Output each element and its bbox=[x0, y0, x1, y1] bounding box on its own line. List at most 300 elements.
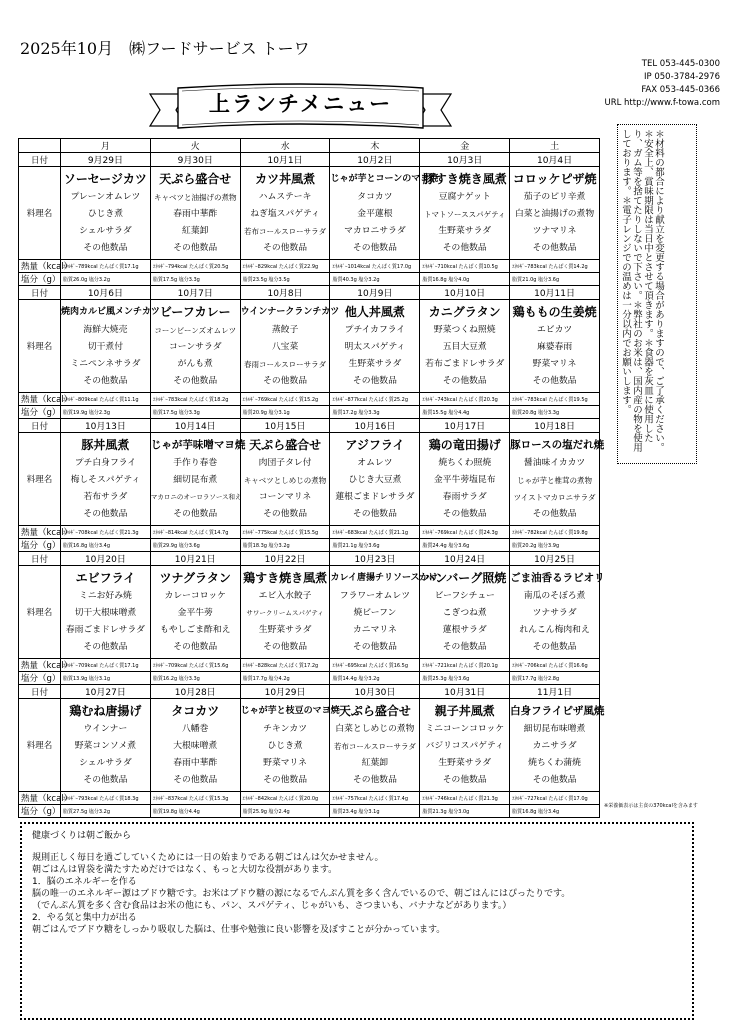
main-dish: 天ぷら盛合せ bbox=[249, 437, 322, 452]
date-cell: 10月18日 bbox=[510, 419, 600, 433]
main-dish: タコカツ bbox=[171, 703, 220, 718]
menu-cell bbox=[420, 167, 510, 260]
side-dish: その他数品 bbox=[173, 641, 218, 652]
side-dish: ねぎ塩スパゲティ bbox=[250, 208, 320, 219]
side-dish: エビ入水餃子 bbox=[258, 590, 312, 601]
side-dish: コーンマリネ bbox=[258, 491, 312, 502]
energy-cell: ｴﾈﾙｷﾞｰ828kcal たんぱく質17.2g bbox=[240, 659, 330, 672]
side-dish: キャベツとしめじの煮物 bbox=[243, 475, 327, 485]
nutrition-note: ※栄養価表示は主食の370kcalを含みます bbox=[604, 803, 698, 809]
main-dish: 焼肉カルビ風メンチカツ bbox=[61, 306, 160, 317]
side-dish: その他数品 bbox=[352, 242, 397, 253]
main-dish: じゃが芋と枝豆のマヨ焼 bbox=[240, 705, 340, 716]
salt-cell: 脂質18.3g 塩分3.2g bbox=[240, 539, 330, 552]
menu-cell bbox=[510, 167, 600, 260]
date-cell: 10月29日 bbox=[240, 685, 330, 699]
side-dish: その他数品 bbox=[173, 242, 218, 253]
date-cell: 10月4日 bbox=[510, 153, 600, 167]
date-cell: 9月29日 bbox=[61, 153, 151, 167]
date-row bbox=[19, 552, 600, 566]
side-dish: カニサラダ bbox=[532, 740, 577, 751]
salt-cell: 脂質17.7g 塩分4.2g bbox=[240, 672, 330, 685]
side-dish: マカロニのオーロラソース和え bbox=[150, 492, 242, 501]
energy-cell: ｴﾈﾙｷﾞｰ721kcal たんぱく質20.1g bbox=[420, 659, 510, 672]
menu-cell bbox=[420, 699, 510, 792]
side-dish: ひじき煮 bbox=[267, 740, 303, 751]
side-dish: その他数品 bbox=[83, 242, 128, 253]
side-dish: その他数品 bbox=[352, 641, 397, 652]
side-dish: その他数品 bbox=[532, 774, 577, 785]
energy-cell: ｴﾈﾙｷﾞｰ710kcal たんぱく質10.5g bbox=[420, 260, 510, 273]
main-dish: ツナグラタン bbox=[159, 570, 231, 585]
side-dish: その他数品 bbox=[442, 375, 487, 386]
salt-cell: 脂質27.5g 塩分3.2g bbox=[61, 805, 151, 818]
side-dish: 生野菜サラダ bbox=[438, 225, 492, 236]
weekday-header: 水 bbox=[240, 139, 330, 153]
side-dish: その他数品 bbox=[263, 508, 308, 519]
date-cell: 10月30日 bbox=[330, 685, 420, 699]
side-dish: その他数品 bbox=[442, 641, 487, 652]
salt-cell: 脂質14.4g 塩分3.2g bbox=[330, 672, 420, 685]
banner-title: 上ランチメニュー bbox=[208, 92, 393, 116]
side-dish: オムレツ bbox=[357, 457, 393, 468]
date-cell: 10月21日 bbox=[150, 552, 240, 566]
energy-cell: ｴﾈﾙｷﾞｰ829kcal たんぱく質22.9g bbox=[240, 260, 330, 273]
energy-label: 熱量（kcal） bbox=[19, 393, 61, 406]
salt-label: 塩分（g） bbox=[19, 539, 61, 552]
menu-cell bbox=[330, 566, 438, 659]
energy-cell: ｴﾈﾙｷﾞｰ783kcal たんぱく質18.2g bbox=[150, 393, 240, 406]
date-cell: 10月20日 bbox=[61, 552, 151, 566]
side-dish: 海鮮大焼売 bbox=[83, 324, 128, 335]
salt-cell: 脂質40.3g 塩分3.2g bbox=[330, 273, 420, 286]
salt-label: 塩分（g） bbox=[19, 805, 61, 818]
menu-row bbox=[19, 167, 600, 260]
article-line: 2．やる気と集中力が出る bbox=[32, 913, 137, 923]
menu-label: 料理名 bbox=[19, 566, 61, 659]
salt-cell: 脂質25.3g 塩分3.6g bbox=[420, 672, 510, 685]
date-row bbox=[19, 685, 600, 699]
side-dish: こぎつね煮 bbox=[442, 607, 487, 618]
date-cell: 10月10日 bbox=[420, 286, 510, 300]
energy-label: 熱量（kcal） bbox=[19, 792, 61, 805]
side-dish: タコカツ bbox=[357, 191, 393, 202]
side-dish: 若布サラダ bbox=[83, 491, 128, 502]
menu-table bbox=[18, 138, 605, 818]
side-dish: 豆腐ナゲット bbox=[438, 191, 491, 202]
date-cell: 10月16日 bbox=[330, 419, 420, 433]
date-cell: 10月11日 bbox=[510, 286, 600, 300]
main-dish: カツ丼風煮 bbox=[255, 171, 316, 186]
side-dish: 醤油味イカカツ bbox=[523, 457, 586, 468]
menu-cell bbox=[420, 300, 510, 393]
contact-fax: FAX 053-445-0366 bbox=[641, 85, 720, 95]
menu-cell bbox=[240, 300, 340, 393]
menu-label: 料理名 bbox=[19, 699, 61, 792]
energy-row bbox=[19, 393, 600, 406]
side-dish: 紅葉卸 bbox=[182, 225, 209, 236]
side-dish: コーンビーンズオムレツ bbox=[154, 325, 237, 335]
side-dish: 焼ビーフン bbox=[353, 607, 397, 618]
side-dish: 若布ごまドレサラダ bbox=[425, 358, 505, 369]
energy-cell: ｴﾈﾙｷﾞｰ782kcal たんぱく質19.8g bbox=[510, 526, 600, 539]
side-dish: 春雨ごまドレサラダ bbox=[65, 624, 145, 635]
side-dish: 野菜つくね照焼 bbox=[433, 324, 496, 335]
date-row bbox=[19, 153, 600, 167]
menu-cell bbox=[240, 167, 330, 260]
salt-label: 塩分（g） bbox=[19, 273, 61, 286]
date-cell: 10月3日 bbox=[420, 153, 510, 167]
health-article bbox=[20, 822, 694, 1020]
menu-cell bbox=[330, 433, 420, 526]
article-line: 朝ごはんは胃袋を満たすためだけではなく、もっと大切な役割があります。 bbox=[32, 865, 338, 875]
main-dish: 天ぷら盛合せ bbox=[338, 703, 411, 718]
main-dish: 鶏ももの生姜焼 bbox=[512, 304, 597, 319]
menu-cell bbox=[510, 566, 605, 659]
energy-label: 熱量（kcal） bbox=[19, 526, 61, 539]
side-dish: その他数品 bbox=[532, 375, 577, 386]
side-dish: 切干大根味噌煮 bbox=[74, 607, 137, 618]
salt-row bbox=[19, 273, 600, 286]
side-dish: 金平牛蒡塩昆布 bbox=[433, 474, 496, 485]
side-dish: 若布コールスローサラダ bbox=[333, 741, 416, 751]
menu-row bbox=[19, 300, 600, 393]
salt-cell: 脂質24.4g 塩分3.6g bbox=[420, 539, 510, 552]
side-dish: キャベツと油揚げの煮物 bbox=[153, 192, 237, 202]
side-dish: 春雨コールスローサラダ bbox=[244, 359, 327, 369]
energy-cell: ｴﾈﾙｷﾞｰ769kcal たんぱく質24.3g bbox=[420, 526, 510, 539]
side-dish: ひじき大豆煮 bbox=[348, 474, 402, 485]
side-dish: その他数品 bbox=[352, 774, 397, 785]
weekday-header-row bbox=[19, 139, 600, 153]
salt-cell: 脂質20.9g 塩分3.1g bbox=[240, 406, 330, 419]
main-dish: 豚ロースの塩だれ焼 bbox=[510, 438, 605, 451]
main-dish: ハンバーグ照焼 bbox=[423, 570, 507, 585]
salt-cell: 脂質16.2g 塩分3.3g bbox=[150, 672, 240, 685]
date-cell: 10月22日 bbox=[240, 552, 330, 566]
side-dish: フラワーオムレツ bbox=[339, 590, 410, 601]
side-dish: その他数品 bbox=[352, 508, 397, 519]
menu-cell bbox=[61, 167, 151, 260]
energy-row bbox=[19, 659, 600, 672]
menu-row bbox=[19, 433, 600, 526]
side-dish: カニマリネ bbox=[352, 624, 397, 635]
salt-cell: 脂質25.9g 塩分2.4g bbox=[240, 805, 330, 818]
date-cell: 10月9日 bbox=[330, 286, 420, 300]
date-cell: 9月30日 bbox=[150, 153, 240, 167]
side-dish: コーンサラダ bbox=[168, 341, 222, 352]
salt-cell: 脂質21.3g 塩分3.0g bbox=[420, 805, 510, 818]
menu-cell bbox=[61, 566, 151, 659]
date-cell: 10月14日 bbox=[150, 419, 240, 433]
side-dish: 春雨中華酢 bbox=[173, 757, 218, 768]
menu-cell bbox=[240, 699, 340, 792]
side-dish: 大根味噌煮 bbox=[173, 740, 218, 751]
energy-cell: ｴﾈﾙｷﾞｰ708kcal たんぱく質21.3g bbox=[61, 526, 151, 539]
side-dish: 南瓜のそぼろ煮 bbox=[523, 590, 586, 601]
energy-cell: ｴﾈﾙｷﾞｰ789kcal たんぱく質17.1g bbox=[61, 260, 151, 273]
menu-cell bbox=[150, 433, 246, 526]
energy-cell: ｴﾈﾙｷﾞｰ695kcal たんぱく質16.5g bbox=[330, 659, 420, 672]
energy-cell: ｴﾈﾙｷﾞｰ842kcal たんぱく質20.0g bbox=[240, 792, 330, 805]
main-dish: 親子丼風煮 bbox=[434, 703, 495, 718]
energy-cell: ｴﾈﾙｷﾞｰ683kcal たんぱく質21.1g bbox=[330, 526, 420, 539]
energy-cell: ｴﾈﾙｷﾞｰ709kcal たんぱく質17.1g bbox=[61, 659, 151, 672]
side-dish: その他数品 bbox=[83, 774, 128, 785]
side-dish: ハムステーキ bbox=[258, 191, 312, 202]
date-cell: 11月1日 bbox=[510, 685, 600, 699]
menu-cell bbox=[150, 699, 240, 792]
side-dish: 生野菜サラダ bbox=[348, 358, 402, 369]
main-dish: 白身フライピザ風焼 bbox=[510, 704, 605, 717]
side-dish: 五目大豆煮 bbox=[442, 341, 487, 352]
contact-url[interactable]: URL http://www.f-towa.com bbox=[604, 98, 720, 108]
main-dish: ウインナークランチカツ bbox=[240, 306, 340, 317]
date-cell: 10月6日 bbox=[61, 286, 151, 300]
side-dish: ウインナー bbox=[83, 723, 128, 734]
main-dish: アジフライ bbox=[345, 437, 405, 452]
menu-cell bbox=[510, 300, 600, 393]
date-label: 日付 bbox=[19, 153, 61, 167]
side-dish: その他数品 bbox=[173, 375, 218, 386]
main-dish: コロッケピザ焼 bbox=[512, 171, 597, 186]
energy-cell: ｴﾈﾙｷﾞｰ1014kcal たんぱく質17.0g bbox=[330, 260, 420, 273]
side-dish: 明太スパゲティ bbox=[344, 341, 406, 352]
salt-row bbox=[19, 805, 600, 818]
date-label: 日付 bbox=[19, 552, 61, 566]
menu-label: 料理名 bbox=[19, 167, 61, 260]
menu-cell bbox=[150, 300, 240, 393]
side-dish: その他数品 bbox=[442, 774, 487, 785]
date-label: 日付 bbox=[19, 419, 61, 433]
salt-cell: 脂質21.1g 塩分3.6g bbox=[330, 539, 420, 552]
main-dish: カニグラタン bbox=[428, 304, 501, 319]
article-line: 1．脳のエネルギーを作る bbox=[32, 877, 137, 887]
date-cell: 10月28日 bbox=[150, 685, 240, 699]
main-dish: じゃが芋とコーンのマヨ焼 bbox=[330, 173, 439, 184]
main-dish: 鶏すき焼き風煮 bbox=[243, 570, 328, 585]
main-dish: 他人丼風煮 bbox=[344, 304, 405, 319]
salt-cell: 脂質16.8g 塩分3.4g bbox=[61, 539, 151, 552]
side-dish: シェルサラダ bbox=[79, 225, 132, 236]
menu-row bbox=[19, 566, 600, 659]
side-dish: その他数品 bbox=[532, 242, 577, 253]
salt-label: 塩分（g） bbox=[19, 406, 61, 419]
side-dish: 細切昆布味噌煮 bbox=[523, 723, 586, 734]
side-dish: チキンカツ bbox=[263, 723, 308, 734]
energy-cell: ｴﾈﾙｷﾞｰ727kcal たんぱく質17.0g bbox=[510, 792, 600, 805]
side-dish: その他数品 bbox=[83, 508, 128, 519]
side-dish: その他数品 bbox=[173, 774, 218, 785]
main-dish: 豚すき焼き風煮 bbox=[422, 171, 507, 186]
side-dish: もやしごま酢和え bbox=[160, 624, 231, 635]
side-dish: 蓮根ごまドレサラダ bbox=[335, 491, 415, 502]
energy-cell: ｴﾈﾙｷﾞｰ809kcal たんぱく質11.1g bbox=[61, 393, 151, 406]
side-dish: その他数品 bbox=[263, 641, 308, 652]
menu-cell bbox=[420, 433, 510, 526]
date-cell: 10月8日 bbox=[240, 286, 330, 300]
salt-cell: 脂質16.8g 塩分4.0g bbox=[420, 273, 510, 286]
side-dish: トマトソーススパゲティ bbox=[423, 209, 506, 219]
side-dish: ツナマリネ bbox=[532, 225, 577, 236]
salt-cell: 脂質17.5g 塩分3.3g bbox=[150, 273, 240, 286]
main-dish: 鶏の竜田揚げ bbox=[428, 437, 501, 452]
side-dish: 春雨中華酢 bbox=[173, 208, 218, 219]
energy-label: 熱量（kcal） bbox=[19, 260, 61, 273]
main-dish: ビーフカレー bbox=[159, 304, 231, 319]
energy-row bbox=[19, 792, 600, 805]
side-dish: れんこん梅肉和え bbox=[519, 624, 590, 635]
side-dish: その他数品 bbox=[263, 242, 308, 253]
energy-cell: ｴﾈﾙｷﾞｰ794kcal たんぱく質20.5g bbox=[150, 260, 240, 273]
side-dish: その他数品 bbox=[442, 242, 487, 253]
contact-ip: IP 050-3784-2976 bbox=[644, 72, 720, 82]
side-dish: 八幡巻 bbox=[182, 723, 209, 734]
side-dish: 金平蓮根 bbox=[357, 208, 393, 219]
energy-cell: ｴﾈﾙｷﾞｰ837kcal たんぱく質15.3g bbox=[150, 792, 240, 805]
energy-cell: ｴﾈﾙｷﾞｰ709kcal たんぱく質15.6g bbox=[150, 659, 240, 672]
side-dish: シェルサラダ bbox=[79, 757, 132, 768]
salt-cell: 脂質15.5g 塩分4.4g bbox=[420, 406, 510, 419]
side-dish: その他数品 bbox=[532, 508, 577, 519]
notice-box bbox=[617, 124, 697, 464]
menu-cell bbox=[61, 300, 160, 393]
main-dish: ごま油香るラビオリ bbox=[510, 571, 605, 584]
energy-cell: ｴﾈﾙｷﾞｰ746kcal たんぱく質21.3g bbox=[420, 792, 510, 805]
menu-cell bbox=[240, 566, 330, 659]
main-dish: 天ぷら盛合せ bbox=[159, 171, 232, 186]
salt-cell: 脂質19.8g 塩分4.4g bbox=[150, 805, 240, 818]
side-dish: プチイカフライ bbox=[344, 324, 406, 335]
weekday-header: 土 bbox=[510, 139, 600, 153]
salt-cell: 脂質20.8g 塩分3.3g bbox=[510, 406, 600, 419]
main-dish: 豚丼風煮 bbox=[81, 437, 130, 452]
date-label: 日付 bbox=[19, 286, 61, 300]
salt-row bbox=[19, 672, 600, 685]
side-dish: マカロニサラダ bbox=[344, 225, 406, 236]
side-dish: 肉団子タレ付 bbox=[258, 457, 312, 468]
date-row bbox=[19, 286, 600, 300]
date-cell: 10月15日 bbox=[240, 419, 330, 433]
side-dish: その他数品 bbox=[83, 375, 128, 386]
salt-row bbox=[19, 406, 600, 419]
page-title: 2025年10月 ㈱フードサービス トーワ bbox=[20, 39, 310, 58]
salt-cell: 脂質23.5g 塩分3.5g bbox=[240, 273, 330, 286]
menu-cell bbox=[510, 699, 605, 792]
salt-cell: 脂質19.9g 塩分2.3g bbox=[61, 406, 151, 419]
side-dish: 焼ちくわ蒲焼 bbox=[528, 757, 581, 768]
salt-cell: 脂質16.8g 塩分3.4g bbox=[510, 805, 600, 818]
article-line: 規則正しく毎日を過ごしていくためには一日の始まりである朝ごはんは欠かせません。 bbox=[32, 853, 384, 863]
corner-cell bbox=[19, 139, 61, 153]
side-dish: その他数品 bbox=[173, 508, 218, 519]
date-cell: 10月25日 bbox=[510, 552, 600, 566]
contact-tel: TEL 053-445-0300 bbox=[641, 59, 720, 69]
energy-cell: ｴﾈﾙｷﾞｰ743kcal たんぱく質20.3g bbox=[420, 393, 510, 406]
salt-cell: 脂質26.0g 塩分3.2g bbox=[61, 273, 151, 286]
side-dish: ミニお好み焼 bbox=[79, 590, 132, 601]
side-dish: 切干煮付 bbox=[87, 341, 124, 352]
article-line: 朝ごはんでブドウ糖をしっかり吸収した脳は、仕事や勉強に良い影響を及ぼすことが分かっています。 bbox=[32, 925, 446, 935]
date-cell: 10月17日 bbox=[420, 419, 510, 433]
salt-cell: 脂質17.2g 塩分3.3g bbox=[330, 406, 420, 419]
weekday-header: 火 bbox=[150, 139, 240, 153]
main-dish: エビフライ bbox=[75, 570, 136, 585]
side-dish: ツナサラダ bbox=[532, 607, 577, 618]
energy-label: 熱量（kcal） bbox=[19, 659, 61, 672]
side-dish: プレーンオムレツ bbox=[70, 191, 141, 202]
side-dish: がんも煮 bbox=[177, 358, 213, 369]
side-dish: ツイストマカロニサラダ bbox=[513, 492, 596, 502]
side-dish: 野菜コンソメ煮 bbox=[74, 740, 137, 751]
side-dish: その他数品 bbox=[352, 375, 397, 386]
article-line: 脳の唯一のエネルギー源はブドウ糖です。お米はブドウ糖の源になるでんぷん質を多く含んでいるので、朝ごはんにはぴったりです。 bbox=[32, 889, 571, 899]
salt-cell: 脂質13.9g 塩分3.1g bbox=[61, 672, 151, 685]
side-dish: 生野菜サラダ bbox=[258, 624, 312, 635]
date-cell: 10月7日 bbox=[150, 286, 240, 300]
salt-cell: 脂質21.0g 塩分3.6g bbox=[510, 273, 600, 286]
date-cell: 10月13日 bbox=[61, 419, 151, 433]
energy-cell: ｴﾈﾙｷﾞｰ783kcal たんぱく質19.5g bbox=[510, 393, 600, 406]
energy-cell: ｴﾈﾙｷﾞｰ783kcal たんぱく質14.2g bbox=[510, 260, 600, 273]
side-dish: 八宝菜 bbox=[271, 341, 299, 352]
menu-cell bbox=[61, 433, 151, 526]
side-dish: 野菜マリネ bbox=[532, 358, 577, 369]
side-dish: カレーコロッケ bbox=[164, 590, 226, 601]
date-cell: 10月31日 bbox=[420, 685, 510, 699]
side-dish: 麻婆春雨 bbox=[536, 341, 573, 352]
salt-cell: 脂質20.2g 塩分3.9g bbox=[510, 539, 600, 552]
side-dish: その他数品 bbox=[263, 375, 308, 386]
side-dish: 蓮根サラダ bbox=[442, 624, 487, 635]
energy-cell: ｴﾈﾙｷﾞｰ757kcal たんぱく質17.4g bbox=[330, 792, 420, 805]
side-dish: じゃが芋と椎茸の煮物 bbox=[517, 475, 593, 485]
contact-info bbox=[604, 58, 720, 110]
main-dish: ソーセージカツ bbox=[63, 171, 147, 186]
side-dish: その他数品 bbox=[263, 774, 308, 785]
side-dish: ビーフシチュー bbox=[434, 590, 495, 601]
energy-cell: ｴﾈﾙｷﾞｰ769kcal たんぱく質15.2g bbox=[240, 393, 330, 406]
side-dish: その他数品 bbox=[532, 641, 577, 652]
article-line: （でんぷん質を多く含む食品はお米の他にも、パン、スパゲティ、じゃがいも、さつまいも、バナナなどがあります。） bbox=[32, 901, 512, 911]
date-label: 日付 bbox=[19, 685, 61, 699]
side-dish: 細切昆布煮 bbox=[173, 474, 218, 485]
side-dish: 生野菜サラダ bbox=[438, 757, 492, 768]
date-cell: 10月1日 bbox=[240, 153, 330, 167]
menu-cell bbox=[61, 699, 151, 792]
energy-row bbox=[19, 526, 600, 539]
menu-cell bbox=[150, 566, 240, 659]
side-dish: ひじき煮 bbox=[87, 208, 124, 219]
notice-text: ＊材料の都合により献立を変更する場合がありますので、ご了承ください。＊安全上、賞味期限は当日中とさせて頂きます。＊食器を灰皿に使用したり、ガム等を捨てたりしないで下さい。＊弊社のお米は、国内産の物を使用しております。＊電子レンジでの温めは一分以内でお願いします。 bbox=[620, 129, 664, 452]
side-dish: 梅しそスパゲティ bbox=[70, 474, 141, 485]
side-dish: 春雨サラダ bbox=[442, 491, 487, 502]
side-dish: 若布コールスローサラダ bbox=[244, 226, 327, 236]
side-dish: ミニコーンコロッケ bbox=[425, 723, 505, 734]
salt-cell: 脂質17.7g 塩分2.8g bbox=[510, 672, 600, 685]
date-row bbox=[19, 419, 600, 433]
energy-cell: ｴﾈﾙｷﾞｰ775kcal たんぱく質15.5g bbox=[240, 526, 330, 539]
article-title: 健康づくりは朝ご飯から bbox=[32, 831, 132, 841]
side-dish: 茄子のピリ辛煮 bbox=[523, 191, 586, 202]
side-dish: その他数品 bbox=[83, 641, 128, 652]
main-dish: 鶏むね唐揚げ bbox=[69, 703, 142, 718]
menu-cell bbox=[330, 699, 420, 792]
date-cell: 10月23日 bbox=[330, 552, 420, 566]
menu-cell bbox=[330, 300, 420, 393]
side-dish: エビカツ bbox=[536, 324, 573, 335]
date-cell: 10月27日 bbox=[61, 685, 151, 699]
